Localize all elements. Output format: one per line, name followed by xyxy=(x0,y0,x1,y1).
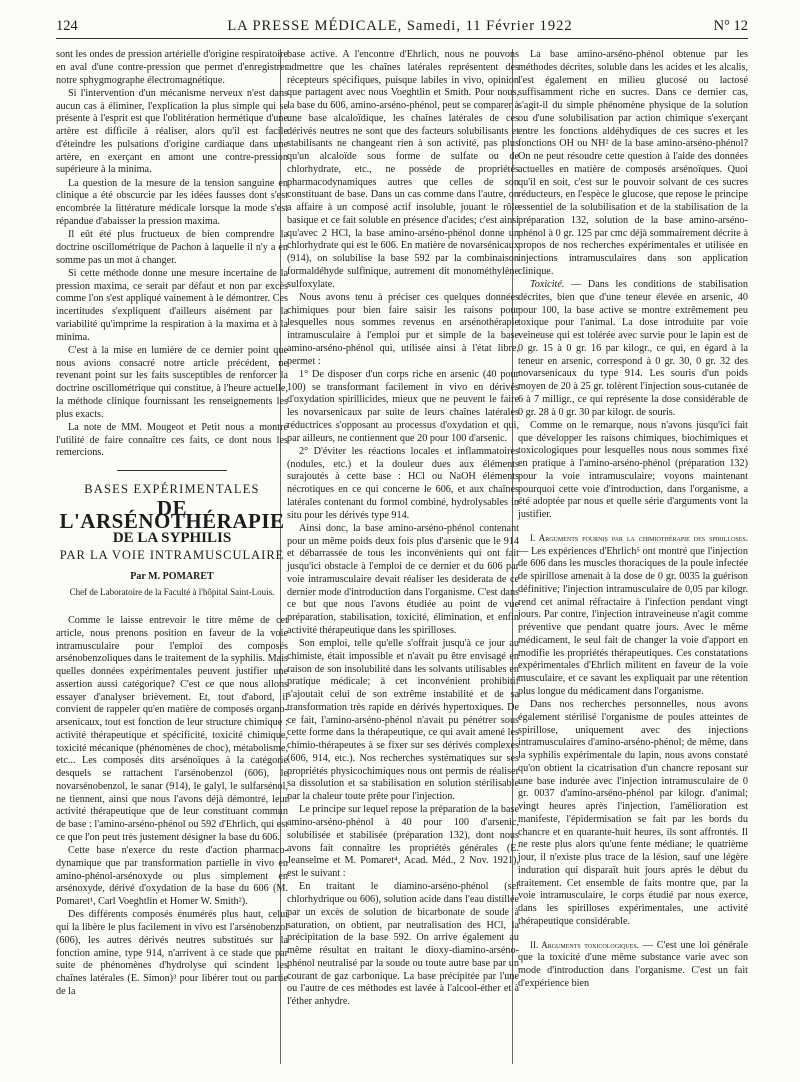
paragraph: C'est à la mise en lumière de ce dernier point que nous avions consacré notre article précédent, ne revenant point sur les faits susceptibles de renforcer la doctrine oscillométrique qui constitue, à l'heure actuelle, la méthode clinique fournissant les renseignements les plus exacts. xyxy=(56,344,288,420)
paragraph: Son emploi, telle qu'elle s'offrait jusqu'à ce jour au chimiste, était impossible et n'avait pu être envisagé en raison de son insolubilité dans les solvants utilisables en pratique médicale; à cet inconvénient prohibitif s'ajoutait celui de son extrême instabilité et de sa transformation très rapide en dérivés hypertoxiques. De ce fait, l'amino-arséno-phénol n'avait pu pénétrer sous cette forme dans la thérapeutique, ce qui avait amené les chimio-thérapeutes à se fixer sur ses dérivés complexes (606, 914, etc.). Nos recherches systématiques sur ses propriétés physicochimiques nous ont permis de réaliser sa dissolution et sa stabilisation en solution stérilisable par la chaleur toute prête pour l'injection. xyxy=(287,638,519,802)
section-paragraph xyxy=(518,532,748,699)
separator-rule xyxy=(117,470,227,471)
section-lead: Toxicité. xyxy=(530,279,565,290)
journal-title: LA PRESSE MÉDICALE, Samedi, 11 Février 1922 xyxy=(227,18,573,34)
paragraph: Cette base n'exerce du reste d'action pharmaco-dynamique que par transformation partielle in vivo en amino-phénol-arsénoxyde ou plus simplement en arsénoxyde, dérivé d'oxydation de la base du 606 (M. Pomaret¹, Carl Voeghtlin et Homer W. Smith²). xyxy=(56,845,288,907)
paragraph-text: — C'est une loi générale que la toxicité d'une même substance varie avec son mode d'introduction dans l'organisme. C'est un fait d'expérience bien xyxy=(518,939,748,989)
article-title-block xyxy=(56,483,288,597)
column-3 xyxy=(518,49,748,991)
page-header xyxy=(0,18,800,38)
section-paragraph xyxy=(518,939,748,991)
paragraph: Ainsi donc, la base amino-arséno-phénol contenant pour un même poids deux fois plus d'arsenic que le 914 et débarrassée de tous les inconvénients qui ont fait jusqu'ici obstacle à l'emploi de ce dernier et du 606 par voie intramusculaire devait réaliser les desiderata de ce dernier mode d'introduction dans l'organisme. C'est dans ce but que nous l'avons étudiée au point de vue préparation, stabilisation, toxicité, élimination, et enfin activité thérapeutique dans les spirilloses. xyxy=(287,522,519,636)
column-1 xyxy=(56,49,288,999)
paragraph: base active. A l'encontre d'Ehrlich, nous ne pouvons admettre que les chaînes latérales représentent des récepteurs spécifiques, puisque labiles in vivo, opinion que partagent avec nous Voeghtlin et Smith. Pour nous, la base du 606, amino-arséno-phénol, peut se comparer à une base alcaloïdique, les chaînes latérales de ces dérivés neutres ne sont que des facteurs solubilisants et stabilisants ne changeant rien à son activité, pas plus qu'un alcaloïde sous forme de sulfate ou de chlorhydrate, etc., ne possède de propriétés pharmacodynamiques autres que celles de son constituant de base. Dans un cas comme dans l'autre, on a affaire à un composé actif insoluble, jouant le rôle basique et ce fait soluble en présence d'acides; c'est ainsi qu'avec 2 HCl, la base amino-arséno-phénol donne un chlorhydrate qui est le 606. En matière de novarsénicaux (914), on solubilise la base 592 par la combinaison formaldéhyde sulfinique, autrement dit monométhylène sulfoxylate. xyxy=(287,49,519,290)
column-2 xyxy=(287,49,519,1009)
paragraph: Des différents composés énumérés plus haut, celui qui la libère le plus facilement in vivo est l'arsénobenzol (606), les autres dérivés neutres substitués sur la fonction amine, type 914, n'arrivent à ce stade que par suite de phénomènes d'hydrolyse qui scindent les chaînes latérales (E. Simon)³ pour libérer tout ou partie de la xyxy=(56,909,288,997)
paragraph: Dans nos recherches personnelles, nous avons également stérilisé l'organisme de poules atteintes de spirillose, uniquement avec des injections intramusculaires d'amino-arséno-phénol; de même, dans la syphilis expérimentale du lapin, nous avons constaté qu'on obtient la cicatrisation d'un chancre reposant sur une base indurée avec l'injection intramusculaire de 0 gr. 0037 d'amino-arséno-phénol par kilogr. d'animal; vingt heures après l'injection, l'amélioration est manifeste, l'épidermisation se fait par les bords du chancre et en quarante-huit heures, ils sont affrontés. Il ne reste plus alors qu'une fente médiane; le quatrième jour, il n'existe plus trace de la lésion, sauf une légère induration qui disparaît huit jours après le début du traitement. Cet ensemble de faits montre que, par la voie intramusculaire, le corps étudié par nous exerce, dans les spirilloses expérimentales, une activité thérapeutique considérable. xyxy=(518,699,748,927)
paragraph-text: — Dans les conditions de stabilisation décrites, bien que d'une teneur élevée en arsenic, 40 pour 100, la base active se montre extrêmement peu toxique pour l'animal. La dose introduite par voie veineuse qui est tolérée avec survie pour le lapin est de 0 gr. 15 à 0 gr. 16 par kilogr., ce qui, en égard à la teneur en arsenic, correspond à 0 gr. 30, 0 gr. 32 des novarsenicaux du type 914. Les souris d'un poids moyen de 20 à 25 gr. tolèrent l'injection sous-cutanée de 6 à 7 milligr., ce qui représente la dose considérable de 0 gr. 28 à 0 gr. 30 par kilogr. de souris. xyxy=(518,279,748,418)
article-author: Par M. POMARET xyxy=(130,570,214,582)
article-title: DE L'ARSÉNOTHÉRAPIE xyxy=(59,495,285,533)
paragraph: Nous avons tenu à préciser ces quelques données chimiques pour bien faire saisir les raisons pour lesquelles nous sommes revenus en arsénothérapie intramusculaire à l'emploi pur et simple de la base amino-arséno-phénol qui, utilisée ainsi à l'état libre, permet : xyxy=(287,291,519,367)
issue-number: N° 12 xyxy=(713,18,748,34)
paragraph: En traitant le diamino-arséno-phénol (sel chlorhydrique ou 606), solution acide dans l'eau distillée par un excès de solution de bicarbonate de soude à saturation, on obtient, par neutralisation des HCl, la précipitation de la base 592. On arrive également au même résultat en traitant le dioxy-diamino-arséno-phénol neutralisé par la soude ou toute autre base par un courant de gaz carbonique. La base précipitée par l'une ou l'autre de ces méthodes est lavée à l'alcool-éther et à l'éther anhydre. xyxy=(287,881,519,1007)
paragraph: 1° De disposer d'un corps riche en arsenic (40 pour 100) se transformant facilement in vivo en dérivés d'oxydation spirillicides, mieux que ne peuvent le faire les novarsenicaux par suite de leurs chaînes latérales réductrices s'opposant au processus d'oxydation et qui, par ailleurs, ne contiennent que 20 pour 100 d'arsenic. xyxy=(287,368,519,444)
paragraph: La note de MM. Mougeot et Petit nous a montré l'utilité de faire connaître ces faits, ce dont nous les remercions. xyxy=(56,421,288,459)
paragraph: Si cette méthode donne une mesure incertaine de la pression maxima, ce serait par défaut et non par excès comme l'on s'est appliqué vainement à le démontrer. Ces incertitudes s'expliquent d'ailleurs aisément par la variabilité qu'imprime la respiration à la maxima et à la minima. xyxy=(56,267,288,343)
paragraph: La question de la mesure de la tension sanguine en clinique a été obscurcie par les idées fausses dont s'est encombrée la littérature médicale lorsque la mode s'est répandue d'abaisser la pression maxima. xyxy=(56,177,288,227)
article-subtitle: DE LA SYPHILIS xyxy=(112,530,232,547)
article-subtitle-2: PAR LA VOIE INTRAMUSCULAIRE xyxy=(59,548,285,562)
section-heading: II. Arguments toxicologiques. xyxy=(530,939,640,950)
article-kicker: BASES EXPÉRIMENTALES xyxy=(84,482,260,496)
paragraph: Si l'intervention d'un mécanisme nerveux n'est dans aucun cas à éliminer, l'explication la plus simple qui se présente à l'esprit est que l'oblitération hermétique d'une artère est difficile à réaliser, alors qu'il est facile d'éteindre les pulsations d'origine cardiaque dans une artère, en exerçant en amont une contre-pression supérieure à la minima. xyxy=(56,87,288,176)
paragraph-text: — Les expériences d'Ehrlich⁵ ont montré que l'injection de 606 dans les muscles thoraciques de la poule infectée de spirillose amenait à la dose de 0 gr. 0035 la guérison définitive; l'injection intramusculaire de 0,05 par kilogr. rend cet animal réfractaire à l'infection pendant vingt jours. Par contre, l'injection intraveineuse n'agit comme préventive que pendant quatre jours. Avec le même médicament, le seul fait de changer la voie d'apport en modifie les propriétés thérapeutiques. Ces constatations expérimentales d'Ehrlich militent en faveur de la voie musculaire, et ce savant les expliquait par une rétention plus longue du médicament dans l'organisme. xyxy=(518,545,748,697)
paragraph: Le principe sur lequel repose la préparation de la base amino-arséno-phénol à 40 pour 100 d'arsenic, solubilisée et stabilisée (préparation 132), dont nous avons fait connaître les propriétés générales (E. Jeanselme et M. Pomaret⁴, Acad. Méd., 2 Nov. 1921), est le suivant : xyxy=(287,804,519,879)
header-rule xyxy=(56,38,748,39)
paragraph: sont les ondes de pression artérielle d'origine respiratoire en aval d'une contre-pression que permet d'enregistrer notre sphygmographe électromagnétique. xyxy=(56,49,288,86)
paragraph: Comme le laisse entrevoir le titre même de cet article, nous prenons position en faveur de la voie intramusculaire pour l'emploi des composés arsénobenzoliques dans le traitement de la syphilis. Mais quelles données expérimentales peuvent justifier une assertion aussi catégorique? C'est ce que nous allons essayer d'analyser brièvement. Et, tout d'abord, il convient de rappeler qu'en matière de composés organo-arsenicaux, tout est fonction de leur structure chimique : activité thérapeutique et spécificité, toxicité chimique, toxicité mécanique (phénomènes de choc), métabolisme, etc... Les composés dits arsénoïques à la catégorie desquels se rattachent l'arsénobenzol (606), le novarsénobenzol, le sanar (914), le galyl, le sulfarsénol, ne tiennent, ainsi que nous l'avons déjà démontré, leur activité thérapeutique que de leur constituant commun de base : l'amino-arséno-phénol ou 592 d'Ehrlich, qui est ce que l'on peut très justement désigner la base du 606. xyxy=(56,615,288,843)
paragraph: Il eût été plus fructueux de bien comprendre la doctrine oscillométrique de Pachon à laquelle il n'y a en somme pas un mot à changer. xyxy=(56,229,288,266)
section-heading: I. Arguments fournis par la chimiothérapie des spirilloses. xyxy=(530,532,748,543)
author-affiliation: Chef de Laboratoire de la Faculté à l'hôpital Saint-Louis. xyxy=(69,586,275,597)
page-number: 124 xyxy=(56,18,78,34)
paragraph: La base amino-arséno-phénol obtenue par les méthodes décrites, soluble dans les acides et les alcalis, l'est également en milieu glucosé ou lactosé suffisamment riche en sucres. Dans ce dernier cas, s'agit-il du simple phénomène physique de la solution ou d'une solubilisation par action chimique s'exerçant entre les fonctions aldéhydiques de ces sucres et les fonctions OH ou NH² de la base amino-arséno-phénol? On ne peut résoudre cette question à l'aide des données actuelles en matière de composés arsénoïques. Quoi qu'il en soit, c'est sur le pouvoir solvant de ces sucres réducteurs, en l'espèce le glucose, que repose le principe essentiel de la solubilisation et de la stabilisation de la préparation 132, solution de la base amino-arséno-phénol à 0 gr. 125 par cmc déjà sommairement décrite à propos de nos recherches expérimentales et utilisée en injections intramusculaires dans son application clinique. xyxy=(518,49,748,277)
paragraph: Comme on le remarque, nous n'avons jusqu'ici fait que développer les raisons chimiques, biochimiques et toxicologiques pour lesquelles nous nous sommes fixé en pratique à l'amino-arséno-phénol (préparation 132) pour la voie intramusculaire; voyons maintenant pourquoi cette voie d'introduction, dans l'organisme, a été adoptée par nous et quelle série d'arguments vont la justifier. xyxy=(518,419,748,520)
paragraph xyxy=(518,279,748,419)
paragraph: 2° D'éviter les réactions locales et inflammatoires (nodules, etc.) et la douleur dues aux éléments surajoutés à cette base : HCl ou NaOH éléments nécrotiques en ce qui concerne le 606, et aux chaînes latérales contenant du formol combiné, hydrolysables in situ pour les dérivés type 914. xyxy=(287,445,519,521)
